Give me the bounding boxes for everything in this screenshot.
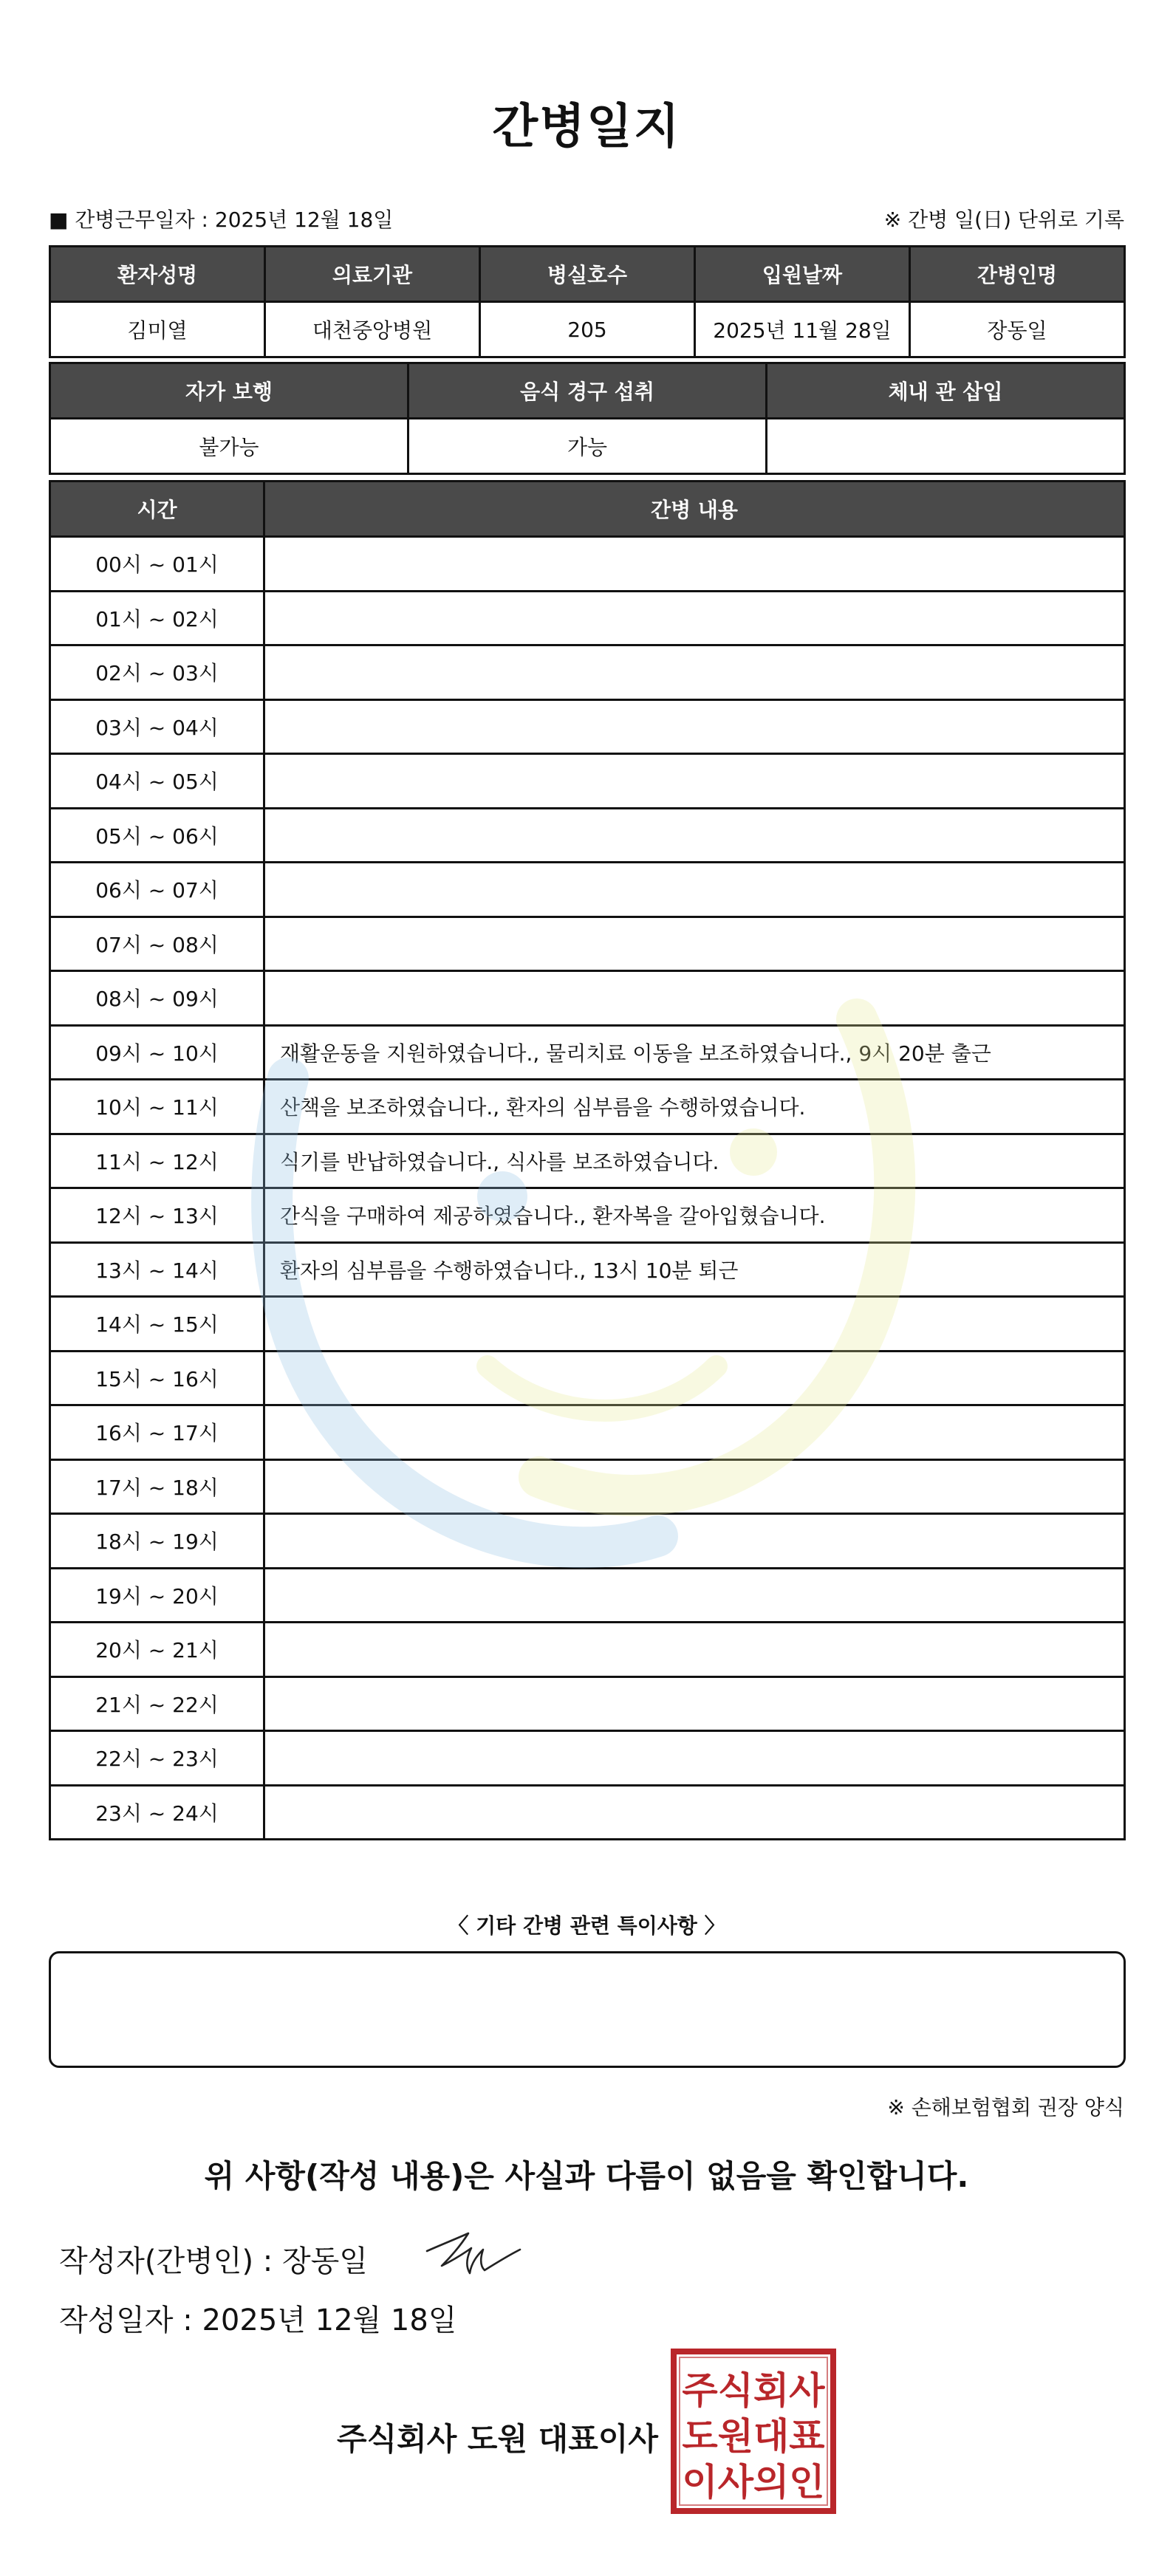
handwritten-signature (425, 2226, 521, 2278)
time-slot-cell: 01시 ~ 02시 (50, 591, 264, 645)
time-slot-cell: 09시 ~ 10시 (50, 1025, 264, 1080)
company-seal-stamp (669, 2347, 838, 2515)
written-date-line: 작성일자 : 2025년 12월 18일 (59, 2303, 457, 2337)
care-log-body (50, 537, 1125, 1840)
company-representative: 주식회사 도원 대표이사 (337, 2421, 658, 2457)
time-slot-cell: 11시 ~ 12시 (50, 1134, 264, 1188)
care-content-cell: 재활운동을 지원하였습니다., 물리치료 이동을 보조하였습니다., 9시 20분 출근 (264, 1025, 1125, 1080)
time-slot-cell: 15시 ~ 16시 (50, 1351, 264, 1405)
hospital-value: 대천중앙병원 (265, 302, 480, 357)
time-slot-cell: 20시 ~ 21시 (50, 1623, 264, 1677)
care-log-row (50, 1568, 1125, 1623)
care-content-cell (264, 1405, 1125, 1460)
time-slot-cell: 07시 ~ 08시 (50, 917, 264, 971)
care-log-table (49, 480, 1126, 1840)
patient-name-header: 환자성명 (50, 247, 265, 302)
tube-insertion-header: 체내 관 삽입 (767, 363, 1125, 419)
caregiver-name-header: 간병인명 (910, 247, 1125, 302)
care-log-row (50, 1405, 1125, 1460)
care-content-cell (264, 645, 1125, 700)
care-log-row (50, 754, 1125, 809)
care-content-cell (264, 1514, 1125, 1569)
document-title: 간병일지 (492, 100, 681, 154)
care-log-row (50, 1514, 1125, 1569)
care-content-cell: 식기를 반납하였습니다., 식사를 보조하였습니다. (264, 1134, 1125, 1188)
oral-intake-value: 가능 (408, 419, 767, 474)
care-content-cell (264, 1676, 1125, 1731)
time-slot-cell: 23시 ~ 24시 (50, 1785, 264, 1840)
time-slot-cell: 14시 ~ 15시 (50, 1297, 264, 1352)
care-log-row (50, 1459, 1125, 1514)
stamp-line: 주식회사 (682, 2369, 825, 2412)
care-content-cell (264, 1351, 1125, 1405)
admission-date-header: 입원날짜 (695, 247, 910, 302)
walking-value: 불가능 (50, 419, 408, 474)
form-source-note: ※ 손해보험협회 권장 양식 (887, 2095, 1124, 2120)
time-slot-cell: 17시 ~ 18시 (50, 1459, 264, 1514)
care-log-row (50, 699, 1125, 754)
care-log-row (50, 863, 1125, 917)
time-slot-cell: 19시 ~ 20시 (50, 1568, 264, 1623)
time-slot-cell: 04시 ~ 05시 (50, 754, 264, 809)
care-content-cell (264, 754, 1125, 809)
work-date: ■ 간병근무일자 : 2025년 12월 18일 (49, 208, 394, 232)
time-slot-cell: 02시 ~ 03시 (50, 645, 264, 700)
time-slot-cell: 06시 ~ 07시 (50, 863, 264, 917)
care-content-cell: 환자의 심부름을 수행하였습니다., 13시 10분 퇴근 (264, 1242, 1125, 1297)
notes-title: 〈 기타 간병 관련 특이사항 〉 (448, 1914, 725, 1938)
care-content-cell (264, 1623, 1125, 1677)
care-content-cell (264, 971, 1125, 1026)
care-content-cell (264, 699, 1125, 754)
time-slot-cell: 16시 ~ 17시 (50, 1405, 264, 1460)
care-content-cell (264, 1568, 1125, 1623)
room-number-value: 205 (480, 302, 695, 357)
time-slot-cell: 13시 ~ 14시 (50, 1242, 264, 1297)
care-content-cell (264, 1731, 1125, 1786)
time-slot-cell: 21시 ~ 22시 (50, 1676, 264, 1731)
care-log-row (50, 1188, 1125, 1243)
care-log-row (50, 1242, 1125, 1297)
caregiver-name-value: 장동일 (910, 302, 1125, 357)
room-number-header: 병실호수 (480, 247, 695, 302)
confirmation-statement: 위 사항(작성 내용)은 사실과 다름이 없음을 확인합니다. (204, 2158, 969, 2194)
care-content-cell (264, 1459, 1125, 1514)
care-content-cell: 간식을 구매하여 제공하였습니다., 환자복을 갈아입혔습니다. (264, 1188, 1125, 1243)
care-log-row (50, 537, 1125, 592)
walking-header: 자가 보행 (50, 363, 408, 419)
time-slot-cell: 18시 ~ 19시 (50, 1514, 264, 1569)
care-content-cell (264, 808, 1125, 863)
writer-line: 작성자(간병인) : 장동일 (59, 2244, 368, 2278)
care-log-row (50, 917, 1125, 971)
oral-intake-header: 음식 경구 섭취 (408, 363, 767, 419)
patient-info-value-row (50, 302, 1125, 357)
care-log-row (50, 1785, 1125, 1840)
care-content-cell (264, 917, 1125, 971)
stamp-line: 이사의인 (682, 2461, 825, 2504)
time-slot-cell: 22시 ~ 23시 (50, 1731, 264, 1786)
care-content-cell (264, 1297, 1125, 1352)
care-content-cell (264, 863, 1125, 917)
care-log-row (50, 808, 1125, 863)
special-notes-box (49, 1951, 1126, 2068)
time-slot-cell: 00시 ~ 01시 (50, 537, 264, 592)
care-content-cell (264, 537, 1125, 592)
time-slot-cell: 08시 ~ 09시 (50, 971, 264, 1026)
admission-date-value: 2025년 11월 28일 (695, 302, 910, 357)
care-log-row (50, 1731, 1125, 1786)
patient-status-table (49, 362, 1126, 475)
time-slot-cell: 03시 ~ 04시 (50, 699, 264, 754)
time-slot-cell: 12시 ~ 13시 (50, 1188, 264, 1243)
care-log-row (50, 1025, 1125, 1080)
care-log-row (50, 1297, 1125, 1352)
care-content-header: 간병 내용 (264, 482, 1125, 537)
tube-insertion-value (767, 419, 1125, 474)
care-log-row (50, 1623, 1125, 1677)
care-log-row (50, 1080, 1125, 1134)
stamp-line: 도원대표 (682, 2415, 825, 2458)
care-log-header-row (50, 482, 1125, 537)
care-content-cell (264, 591, 1125, 645)
patient-name-value: 김미열 (50, 302, 265, 357)
care-content-cell (264, 1785, 1125, 1840)
hospital-header: 의료기관 (265, 247, 480, 302)
patient-info-header-row (50, 247, 1125, 302)
unit-note: ※ 간병 일(日) 단위로 기록 (883, 208, 1124, 232)
time-slot-cell: 05시 ~ 06시 (50, 808, 264, 863)
patient-status-header-row (50, 363, 1125, 419)
time-slot-cell: 10시 ~ 11시 (50, 1080, 264, 1134)
care-log-row (50, 1676, 1125, 1731)
care-log-row (50, 645, 1125, 700)
care-log-row (50, 1351, 1125, 1405)
patient-status-value-row (50, 419, 1125, 474)
care-log-row (50, 591, 1125, 645)
time-header: 시간 (50, 482, 264, 537)
patient-info-table (49, 245, 1126, 358)
care-log-row (50, 971, 1125, 1026)
care-content-cell: 산책을 보조하였습니다., 환자의 심부름을 수행하였습니다. (264, 1080, 1125, 1134)
care-log-row (50, 1134, 1125, 1188)
